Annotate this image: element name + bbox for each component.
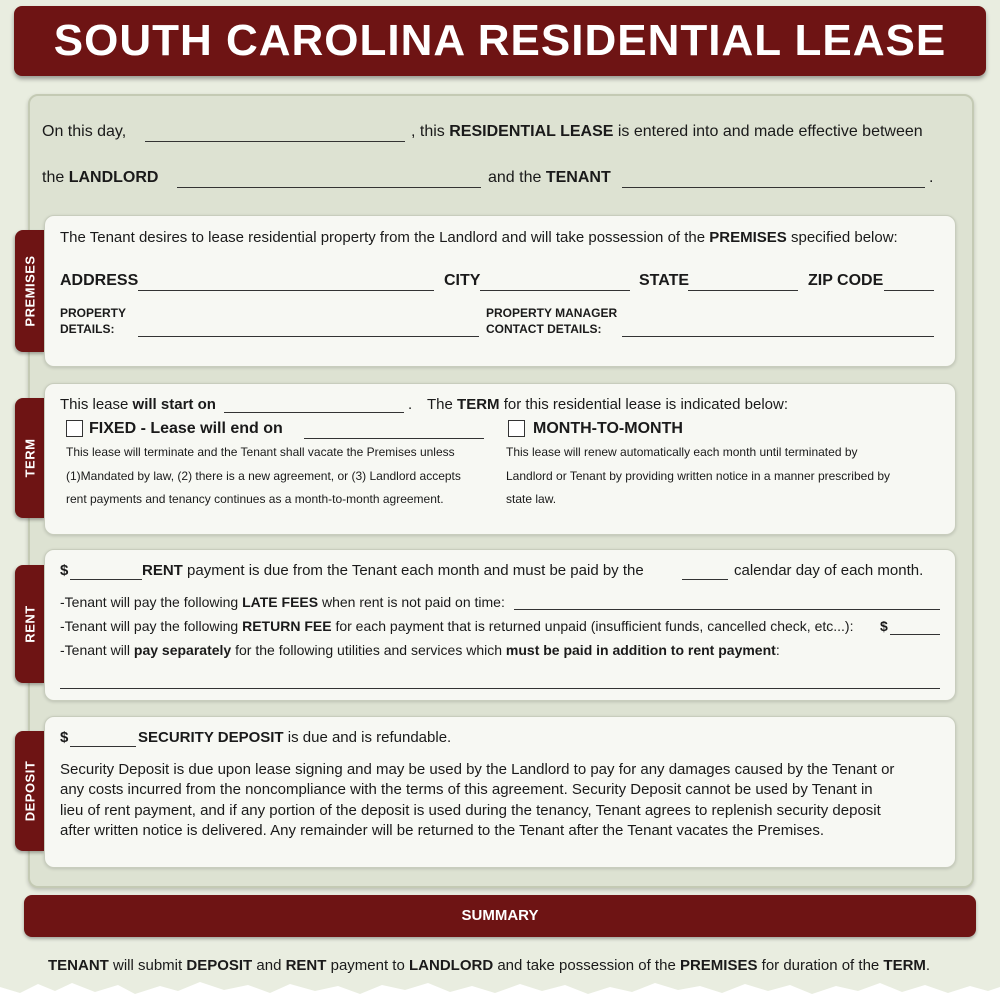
pm-contact-label: PROPERTY MANAGER CONTACT DETAILS: bbox=[486, 306, 618, 336]
end-date-field[interactable] bbox=[304, 438, 484, 439]
utilities-label: -Tenant will pay separately for the following utilities and services which must be paid in addition to rent payment: bbox=[60, 642, 780, 658]
rent-day-field[interactable] bbox=[682, 579, 728, 580]
late-fees-field[interactable] bbox=[514, 609, 940, 610]
fixed-label: FIXED - Lease will end on bbox=[89, 420, 283, 437]
term-start-label: This lease will start on bbox=[60, 396, 216, 413]
city-field[interactable] bbox=[480, 290, 630, 291]
date-field[interactable] bbox=[145, 141, 405, 142]
intro-landlord-label: the LANDLORD bbox=[42, 169, 159, 186]
fixed-checkbox[interactable] bbox=[66, 420, 83, 437]
rent-tab: RENT bbox=[15, 565, 45, 683]
return-fee-dollar: $ bbox=[880, 618, 888, 634]
zip-label: ZIP CODE bbox=[808, 272, 884, 289]
premises-description: The Tenant desires to lease residential property from the Landlord and will take possession of the PREMISES specified below: bbox=[60, 229, 898, 246]
month-to-month-checkbox[interactable] bbox=[508, 420, 525, 437]
term-tab: TERM bbox=[15, 398, 45, 518]
city-label: CITY bbox=[444, 272, 481, 289]
return-fee-field[interactable] bbox=[890, 634, 940, 635]
fixed-description: This lease will terminate and the Tenant shall vacate the Premises unless (1)Mandated by law, (2) there is a new agreement, or (3) Landlord accepts rent payments and tenancy continues as a month-to-month agreement. bbox=[66, 445, 461, 506]
state-label: STATE bbox=[639, 272, 690, 289]
start-date-field[interactable] bbox=[224, 412, 404, 413]
address-field[interactable] bbox=[138, 290, 434, 291]
intro-period: . bbox=[929, 169, 934, 186]
address-label: ADDRESS bbox=[60, 272, 139, 289]
pm-contact-field[interactable] bbox=[622, 336, 934, 337]
landlord-name-field[interactable] bbox=[177, 187, 481, 188]
deposit-due-text: SECURITY DEPOSIT is due and is refundable. bbox=[138, 729, 452, 746]
state-field[interactable] bbox=[688, 290, 798, 291]
rent-due-text: RENT payment is due from the Tenant each month and must be paid by the bbox=[142, 562, 644, 579]
property-details-field[interactable] bbox=[138, 336, 479, 337]
rent-day-text: calendar day of each month. bbox=[734, 562, 924, 579]
deposit-tab: DEPOSIT bbox=[15, 731, 45, 851]
return-fee-label: -Tenant will pay the following RETURN FEE for each payment that is returned unpaid (insufficient funds, cancelled check, etc...): bbox=[60, 618, 854, 634]
term-period: . bbox=[408, 396, 413, 413]
torn-edge-decoration bbox=[0, 975, 1000, 1000]
utilities-field[interactable] bbox=[60, 688, 940, 689]
summary-text: TENANT will submit DEPOSIT and RENT payment to LANDLORD and take possession of the PREMISES for duration of the TERM. bbox=[48, 957, 931, 974]
deposit-amount-field[interactable] bbox=[70, 746, 136, 747]
summary-header: SUMMARY bbox=[24, 895, 976, 937]
deposit-terms-paragraph: Security Deposit is due upon lease signing and may be used by the Landlord to pay for any damages caused by the Tenant or any costs incurred from the noncompliance with the terms of this agreement. Security Deposit cannot be used by Tenant in lieu of rent payment, and if any portion of the deposit is used during the tenancy, Tenant agrees to replenish security deposit after written notice is delivered. Any remainder will be returned to the Tenant after the Tenant vacates the Premises. bbox=[60, 761, 895, 839]
rent-amount-field[interactable] bbox=[70, 579, 142, 580]
zip-field[interactable] bbox=[884, 290, 934, 291]
intro-on-this-day: On this day, bbox=[42, 123, 127, 140]
page-title: SOUTH CAROLINA RESIDENTIAL LEASE bbox=[14, 6, 986, 76]
rent-dollar: $ bbox=[60, 562, 69, 579]
deposit-dollar: $ bbox=[60, 729, 69, 746]
premises-tab: PREMISES bbox=[15, 230, 45, 352]
intro-line-1: , this RESIDENTIAL LEASE is entered into and made effective between bbox=[411, 123, 923, 140]
month-to-month-label: MONTH-TO-MONTH bbox=[533, 420, 683, 437]
term-indicator: The TERM for this residential lease is indicated below: bbox=[427, 396, 789, 413]
late-fees-label: -Tenant will pay the following LATE FEES when rent is not paid on time: bbox=[60, 594, 505, 610]
month-to-month-description: This lease will renew automatically each month until terminated by Landlord or Tenant by providing written notice in a manner prescribed by state law. bbox=[506, 445, 890, 506]
tenant-name-field[interactable] bbox=[622, 187, 925, 188]
intro-tenant-label: and the TENANT bbox=[488, 169, 611, 186]
property-details-label: PROPERTY DETAILS: bbox=[60, 306, 127, 336]
